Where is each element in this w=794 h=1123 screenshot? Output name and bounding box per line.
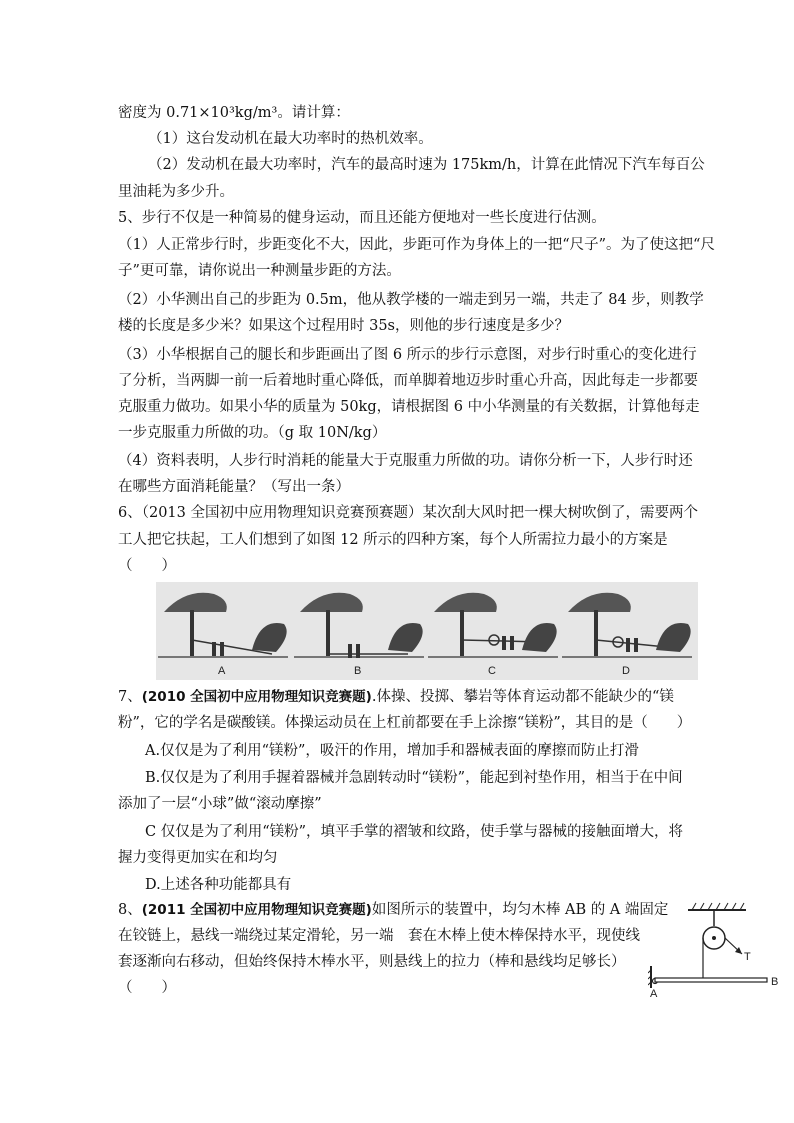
label-a: A xyxy=(650,988,658,1000)
q5-3a: （3）小华根据自己的腿长和步距画出了图 6 所示的步行示意图，对步行时重心的变化进行 xyxy=(118,347,697,363)
figure-lever-pulley xyxy=(648,900,783,1000)
q7-option-c-1: C 仅仅是为了利用“镁粉”，填平手掌的褶皱和纹路，使手掌与器械的接触面增大，将 xyxy=(145,824,684,840)
q7-option-c-2: 握力变得更加实在和均匀 xyxy=(118,850,278,866)
q5-2b: 楼的长度是多少米？如果这个过程用时 35s，则他的步行速度是多少？ xyxy=(118,318,569,334)
q5-3b: 了分析，当两脚一前一后着地时重心降低，而单脚着地迈步时重心升高，因此每走一步都要 xyxy=(118,373,698,389)
q7-option-b-1: B.仅仅是为了利用手握着器械并急剧转动时“镁粉”，能起到衬垫作用，相当于在中间 xyxy=(145,770,683,786)
q5-4b: 在哪些方面消耗能量？（写出一条） xyxy=(118,479,350,495)
q5-3d: 一步克服重力所做的功。（g 取 10N/kg） xyxy=(118,425,387,441)
q7-number: 7、 xyxy=(118,689,142,705)
line-2: （1）这台发动机在最大功率时的热机效率。 xyxy=(148,131,433,147)
q6-b: 工人把它扶起，工人们想到了如图 12 所示的四种方案，每个人所需拉力最小的方案是 xyxy=(118,532,668,548)
q6-a: 6、（2013 全国初中应用物理知识竞赛预赛题）某次刮大风时把一棵大树吹倒了，需要两个 xyxy=(118,505,698,521)
q5-2a: （2）小华测出自己的步距为 0.5m，他从教学楼的一端走到另一端，共走了 84 步，则教学 xyxy=(118,292,704,308)
q8-line-3: 套逐渐向右移动，但始终保持木棒水平，则悬线上的拉力（棒和悬线均足够长） xyxy=(118,954,626,970)
q5-3c: 克服重力做功。如果小华的质量为 50kg，请根据图 6 中小华测量的有关数据，计算他每走 xyxy=(118,399,700,415)
line-4: 里油耗为多少升。 xyxy=(118,184,234,200)
label-b: B xyxy=(354,665,362,677)
q8-line-4: （ ） xyxy=(118,980,176,996)
q8-source: (2011 全国初中应用物理知识竞赛题) xyxy=(141,902,372,918)
q6-c: （ ） xyxy=(118,558,176,574)
q5-stem: 5、步行不仅是一种简易的健身运动，而且还能方便地对一些长度进行估测。 xyxy=(118,210,606,226)
q7-option-a: A.仅仅是为了利用“镁粉”，吸汗的作用，增加手和器械表面的摩擦而防止打滑 xyxy=(145,743,639,759)
q8-number: 8、 xyxy=(118,902,142,918)
q7-line-2: 粉”，它的学名是碳酸镁。体操运动员在上杠前都要在手上涂擦“镁粉”，其目的是（ ） xyxy=(118,715,692,731)
label-t: T xyxy=(744,951,751,963)
q8-line-1 xyxy=(118,899,668,921)
q8-text-1: 如图所示的装置中，均匀木棒 AB 的 A 端固定 xyxy=(371,902,669,918)
label-b: B xyxy=(771,976,779,988)
q5-1a: （1）人正常步行时，步距变化不大，因此，步距可作为身体上的一把“尺子”。为了使这把“尺 xyxy=(118,237,715,253)
q5-4a: （4）资料表明，人步行时消耗的能量大于克服重力所做的功。请你分析一下，人步行时还 xyxy=(118,453,693,469)
label-a: A xyxy=(218,665,226,677)
figure-12-tree-schemes xyxy=(156,582,698,680)
q7-option-b-2: 添加了一层“小球”做“滚动摩擦” xyxy=(118,796,322,812)
line-1: 密度为 0.71×10³kg/m³。请计算： xyxy=(118,105,350,121)
label-d: D xyxy=(622,665,630,677)
line-3: （2）发动机在最大功率时，汽车的最高时速为 175km/h，计算在此情况下汽车每百公 xyxy=(148,157,705,173)
rod-ab xyxy=(655,978,767,982)
q5-1b: 子”更可靠，请你说出一种测量步距的方法。 xyxy=(118,263,401,279)
q7-source: (2010 全国初中应用物理知识竞赛题) xyxy=(141,689,372,705)
q7-text-1: .体操、投掷、攀岩等体育运动都不能缺少的“镁 xyxy=(371,689,674,705)
q7-line-1 xyxy=(118,686,674,708)
q7-option-d: D.上述各种功能都具有 xyxy=(145,877,292,893)
label-c: C xyxy=(488,665,496,677)
q8-line-2: 在铰链上，悬线一端绕过某定滑轮，另一端 套在木棒上使木棒保持水平，现使线 xyxy=(118,928,640,944)
